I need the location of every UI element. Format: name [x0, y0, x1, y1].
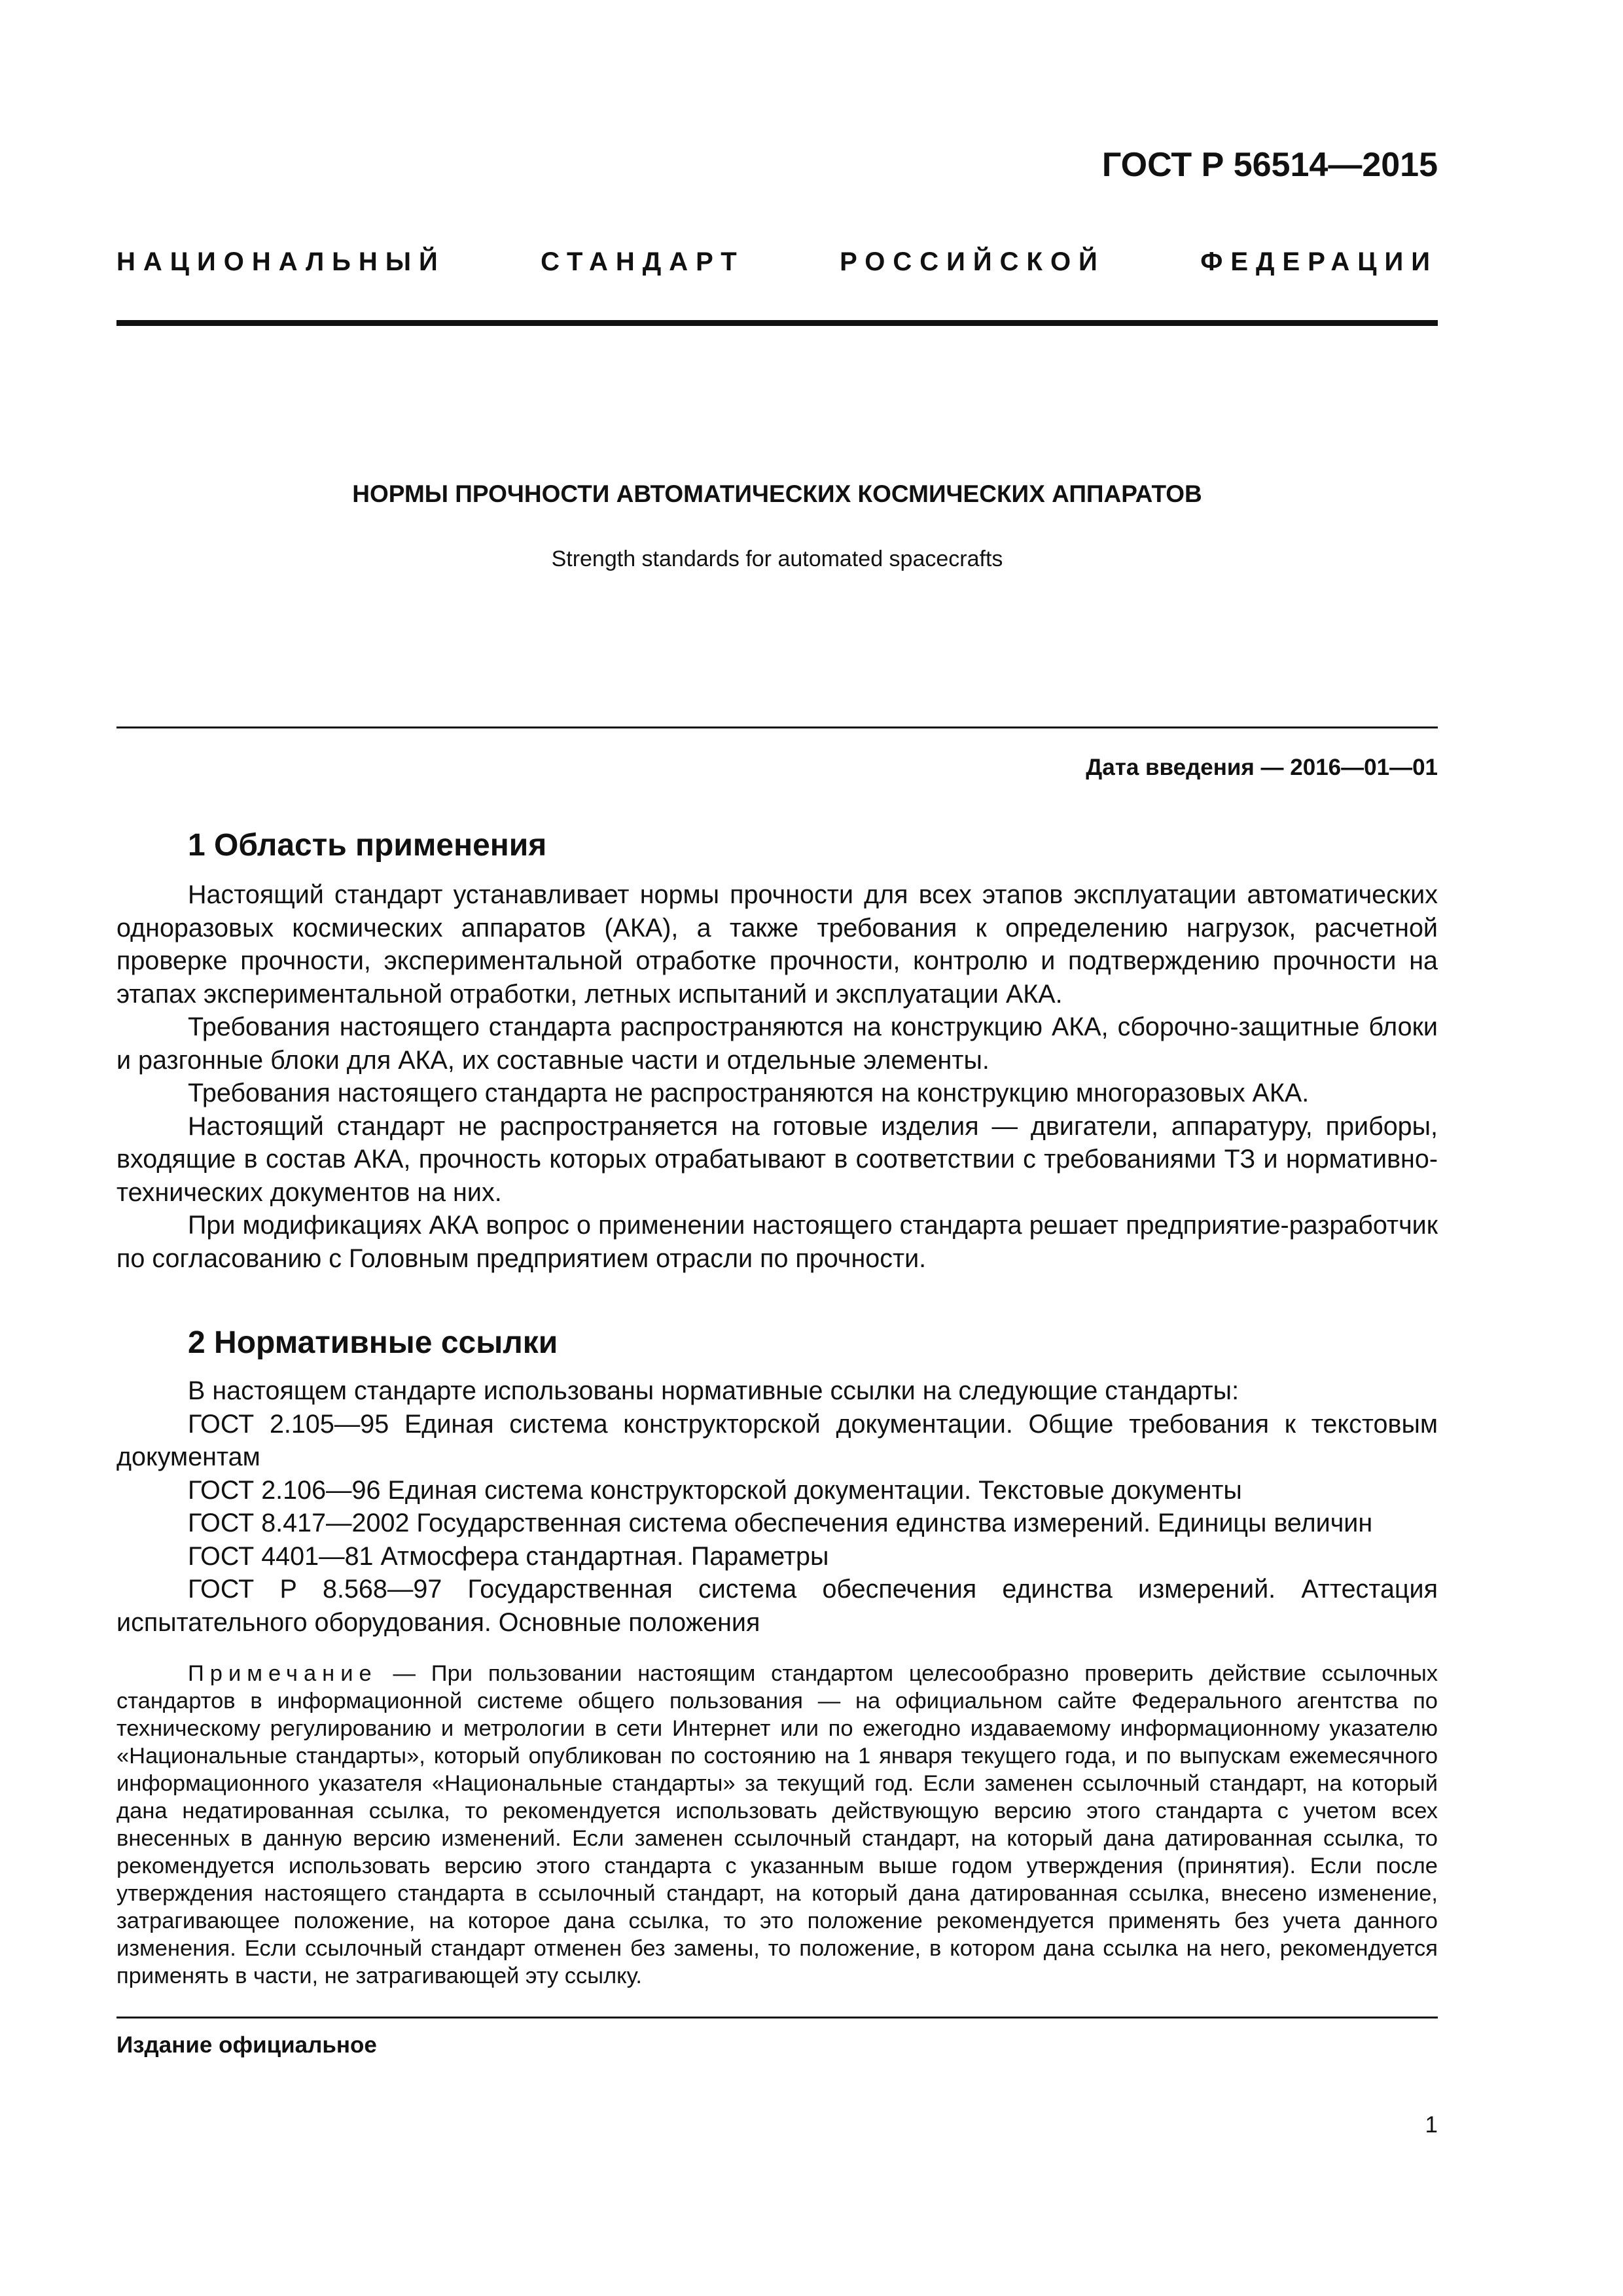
note: [116, 1660, 1438, 1990]
paragraph: Настоящий стандарт не распространяется на готовые изделия — двигатели, аппаратуру, приборы, входящие в состав АКА, прочность которых отрабатывают в соответствии с требованиями ТЗ и нормативно-технических документов на них.: [116, 1111, 1438, 1207]
paragraph: Требования настоящего стандарта не распространяются на конструкцию многоразовых АКА.: [188, 1079, 1310, 1107]
title-divider: [116, 726, 1438, 728]
introduction-date: Дата введения — 2016—01—01: [1086, 755, 1438, 780]
standard-number: ГОСТ Р 56514—2015: [1101, 146, 1438, 184]
reference-item: ГОСТ 4401—81 Атмосфера стандартная. Параметры: [188, 1541, 829, 1571]
paragraph: Настоящий стандарт устанавливает нормы прочности для всех этапов эксплуатации автоматических одноразовых космических аппаратов (АКА), а также требования к определению нагрузок, расчетной проверке прочности, экспериментальной отработке прочности, контролю и подтверждению прочности на этапах экспериментальной отработки, летных испытаний и эксплуатации АКА.: [116, 880, 1438, 1009]
reference-item: ГОСТ 2.105—95 Единая система конструкторской документации. Общие требования к текстовым документам: [116, 1409, 1438, 1471]
header-divider: [116, 320, 1438, 326]
document-title: НОРМЫ ПРОЧНОСТИ АВТОМАТИЧЕСКИХ КОСМИЧЕСКИХ АППАРАТОВ: [352, 480, 1202, 507]
section-2-title: 2 Нормативные ссылки: [188, 1325, 558, 1360]
section-1-title: 1 Область применения: [188, 828, 547, 863]
paragraph: Требования настоящего стандарта распространяются на конструкцию АКА, сборочно-защитные блоки и разгонные блоки для АКА, их составные части и отдельные элементы.: [116, 1013, 1438, 1075]
reference-item: ГОСТ 2.106—96 Единая система конструкторской документации. Текстовые документы: [188, 1475, 1242, 1505]
paragraph: В настоящем стандарте использованы нормативные ссылки на следующие стандарты:: [188, 1376, 1240, 1405]
page-number: 1: [1425, 2112, 1438, 2138]
note-label: Примечание: [188, 1661, 378, 1686]
document-title-english: Strength standards for automated spacecrafts: [551, 547, 1003, 571]
note-text: — При пользовании настоящим стандартом целесообразно проверить действие ссылочных стандартов в информационной системе общего пользования — на официальном сайте Федерального агентства по техническому регулированию и метрологии в сети Интернет или по ежегодно издаваемому информационному указателю «Национальные стандарты», который опубликован по состоянию на 1 января текущего года, и по выпускам ежемесячного информационного указателя «Национальные стандарты» за текущий год. Если заменен ссылочный стандарт, на который дана недатированная ссылка, то рекомендуется использовать действующую версию этого стандарта с учетом всех внесенных в данную версию изменений. Если заменен ссылочный стандарт, на который дана датированная ссылка, то рекомендуется использовать версию этого стандарта с указанным выше годом утверждения (принятия). Если после утверждения настоящего стандарта в ссылочный стандарт, на который дана датированная ссылка, внесено изменение, затрагивающее положение, на которое дана ссылка, то это положение рекомендуется применять без учета данного изменения. Если ссылочный стандарт отменен без замены, то положение, в котором дана ссылка на него, рекомендуется применять в части, не затрагивающей эту ссылку.: [116, 1661, 1438, 1988]
national-standard-heading: НАЦИОНАЛЬНЫЙ СТАНДАРТ РОССИЙСКОЙ ФЕДЕРАЦИИ: [116, 247, 1438, 276]
reference-item: ГОСТ Р 8.568—97 Государственная система обеспечения единства измерений. Аттестация испытательного оборудования. Основные положения: [116, 1575, 1438, 1637]
reference-item: ГОСТ 8.417—2002 Государственная система обеспечения единства измерений. Единицы величин: [188, 1509, 1373, 1537]
footer-divider: [116, 2017, 1438, 2018]
section-2-body: [116, 1374, 1438, 1639]
edition-label: Издание официальное: [116, 2032, 377, 2058]
paragraph: При модификациях АКА вопрос о применении настоящего стандарта решает предприятие-разработчик по согласованию с Головным предприятием отрасли по прочности.: [116, 1211, 1438, 1273]
section-1-body: [116, 878, 1438, 1275]
